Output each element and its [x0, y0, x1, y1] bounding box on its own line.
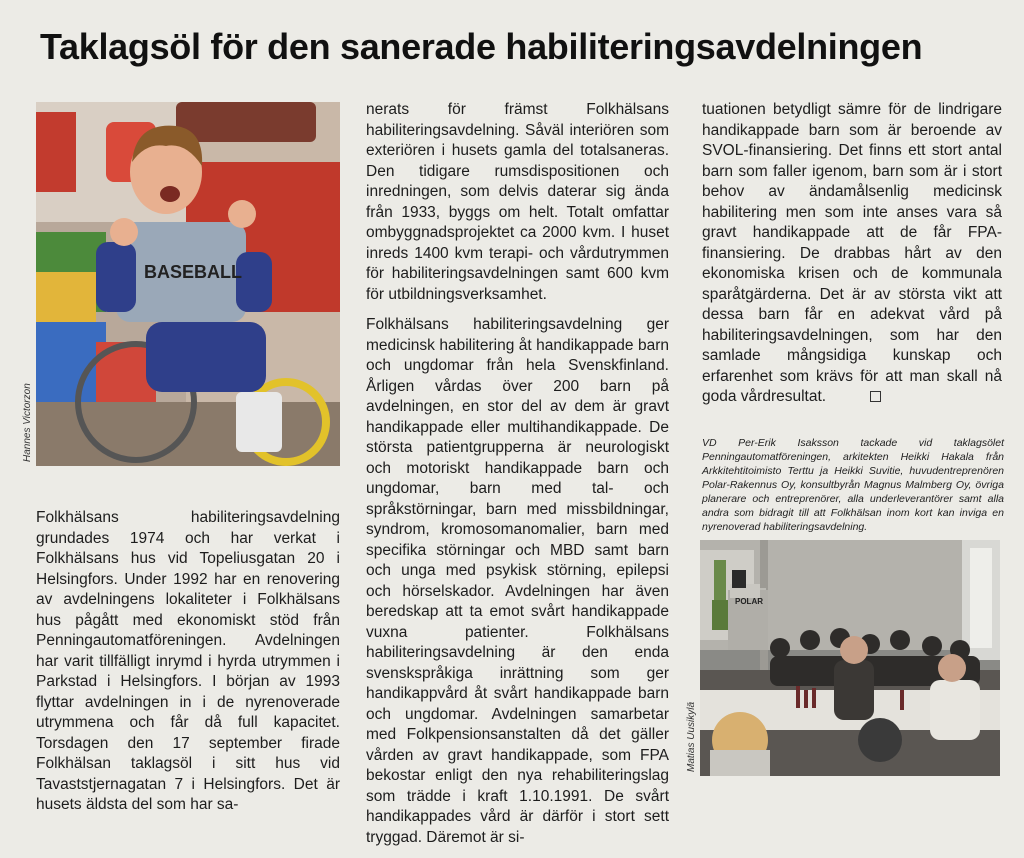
article-column-3 [702, 100, 1002, 418]
photo-credit-right: Matias Uusikylä [686, 701, 697, 772]
podium-sign: POLAR [735, 597, 763, 606]
article-end-mark [870, 391, 881, 402]
photo-taklagsol-ceremony [700, 540, 1000, 776]
article-column-2 [366, 100, 669, 858]
article-column-1 [36, 508, 340, 826]
paragraph [702, 100, 1002, 408]
article-headline: Taklagsöl för den sanerade habiliteringsavdelningen [40, 26, 923, 67]
photo-caption: VD Per-Erik Isaksson tackade vid taklagsölet Penningautomatföreningen, arkitekten Heikki Hakala från Arkkitehtitoimisto Terttu ja Heikki Suvitie, huvudentreprenören Polar-Rakennus Oy, konsultbyrån Magnus Malmberg Oy, övriga planerare och entreprenörer, alla underleverantörer samt alla andra som bidragit till att Folkhälsan inom kort kan inviga en nyrenoverad habiliteringsavdelning. [702, 437, 1004, 533]
photo-child-wheelchair [36, 102, 340, 466]
photo-credit-left: Hannes Victorzon [22, 383, 33, 462]
shirt-print: BASEBALL [144, 262, 242, 282]
paragraph: Folkhälsans habiliteringsavdelning grundades 1974 och har verkat i Folkhälsans hus vid Topeliusgatan 20 i Helsingfors. Under 1992 har en renovering av avdelningens lokaliteter i Folkhälsans hus pågått med ekonomiskt stöd från Penningautomatföreningen. Avdelningen har varit tillfälligt inrymd i hyrda utrymmen i Parkstad i Helsingfors. I början av 1993 flyttar avdelningen in i de nyrenoverade utrymmena och får då full kapacitet. Torsdagen den 17 september firade Folkhälsan taklagsöl i sitt hus vid Tavaststjernagatan 7 i Helsingfors. Det är husets äldsta del som har sa- [36, 509, 340, 813]
paragraph-text: tuationen betydligt sämre för de lindrigare handikappade barn som är beroende av SVOL-finansiering. Det finns ett stort antal barn som faller igenom, barn som är i stort behov av ändamålsenlig medicinsk habilitering men som inte anses vara så gravt handikappade att de får FPA-finansiering. De drabbas hårt av den ekonomiska krisen och de kommunala sparåtgärderna. Det är av största vikt att dessa barn får en adekvat vård på habiliteringsavdelningen, som har den samlade mångsidiga kunskap och erfarenhet som krävs för att man skall nå goda vårdresultat. [702, 101, 1002, 405]
paragraph: nerats för främst Folkhälsans habiliteringsavdelning. Såväl interiören som exteriören i husets gamla del totalsaneras. Den tidigare rumsdispositionen och inredningen, som delvis daterar sig ända från 1933, byggs om helt. Totalt omfattar ombyggnadsprojektet ca 2000 kvm. I huset inreds 1400 kvm terapi- och vårdutrymmen för habiliteringsavdelningen samt 600 kvm för utbildningsverksamhet. [366, 101, 669, 303]
paragraph: Folkhälsans habiliteringsavdelning ger medicinsk habilitering åt handikappade barn och ungdomar från hela Svenskfinland. Årligen vårdas över 200 barn på avdelningen, en stor del av dem är gravt handikappade eller multihandikappade. De största patientgrupperna är neurologiskt och motoriskt handikappade barn och ungdomar, barn med tal- och språkstörningar, barn med missbildningar, syndrom, kromosomanomalier, barn med specifika störningar och MBD samt barn och unga med psykisk störning, epilepsi och hörselskador. Avdelningen har även beredskap att ta emot svårt handikappade vuxna patienter. Folkhälsans habiliteringsavdelning är den enda svenskspråkiga inrättning som ger handikappvård åt svårt handikappade barn och ungdomar. Avdelningen samarbetar med Folkpensionsanstalten då det gäller vården av gravt handikappade, som FPA bekostar enligt den nya rehabiliteringslag som trädde i kraft 1.10.1991. De svårt handikappades vård är därför i stort sett tryggad. Däremot är si- [366, 316, 669, 846]
